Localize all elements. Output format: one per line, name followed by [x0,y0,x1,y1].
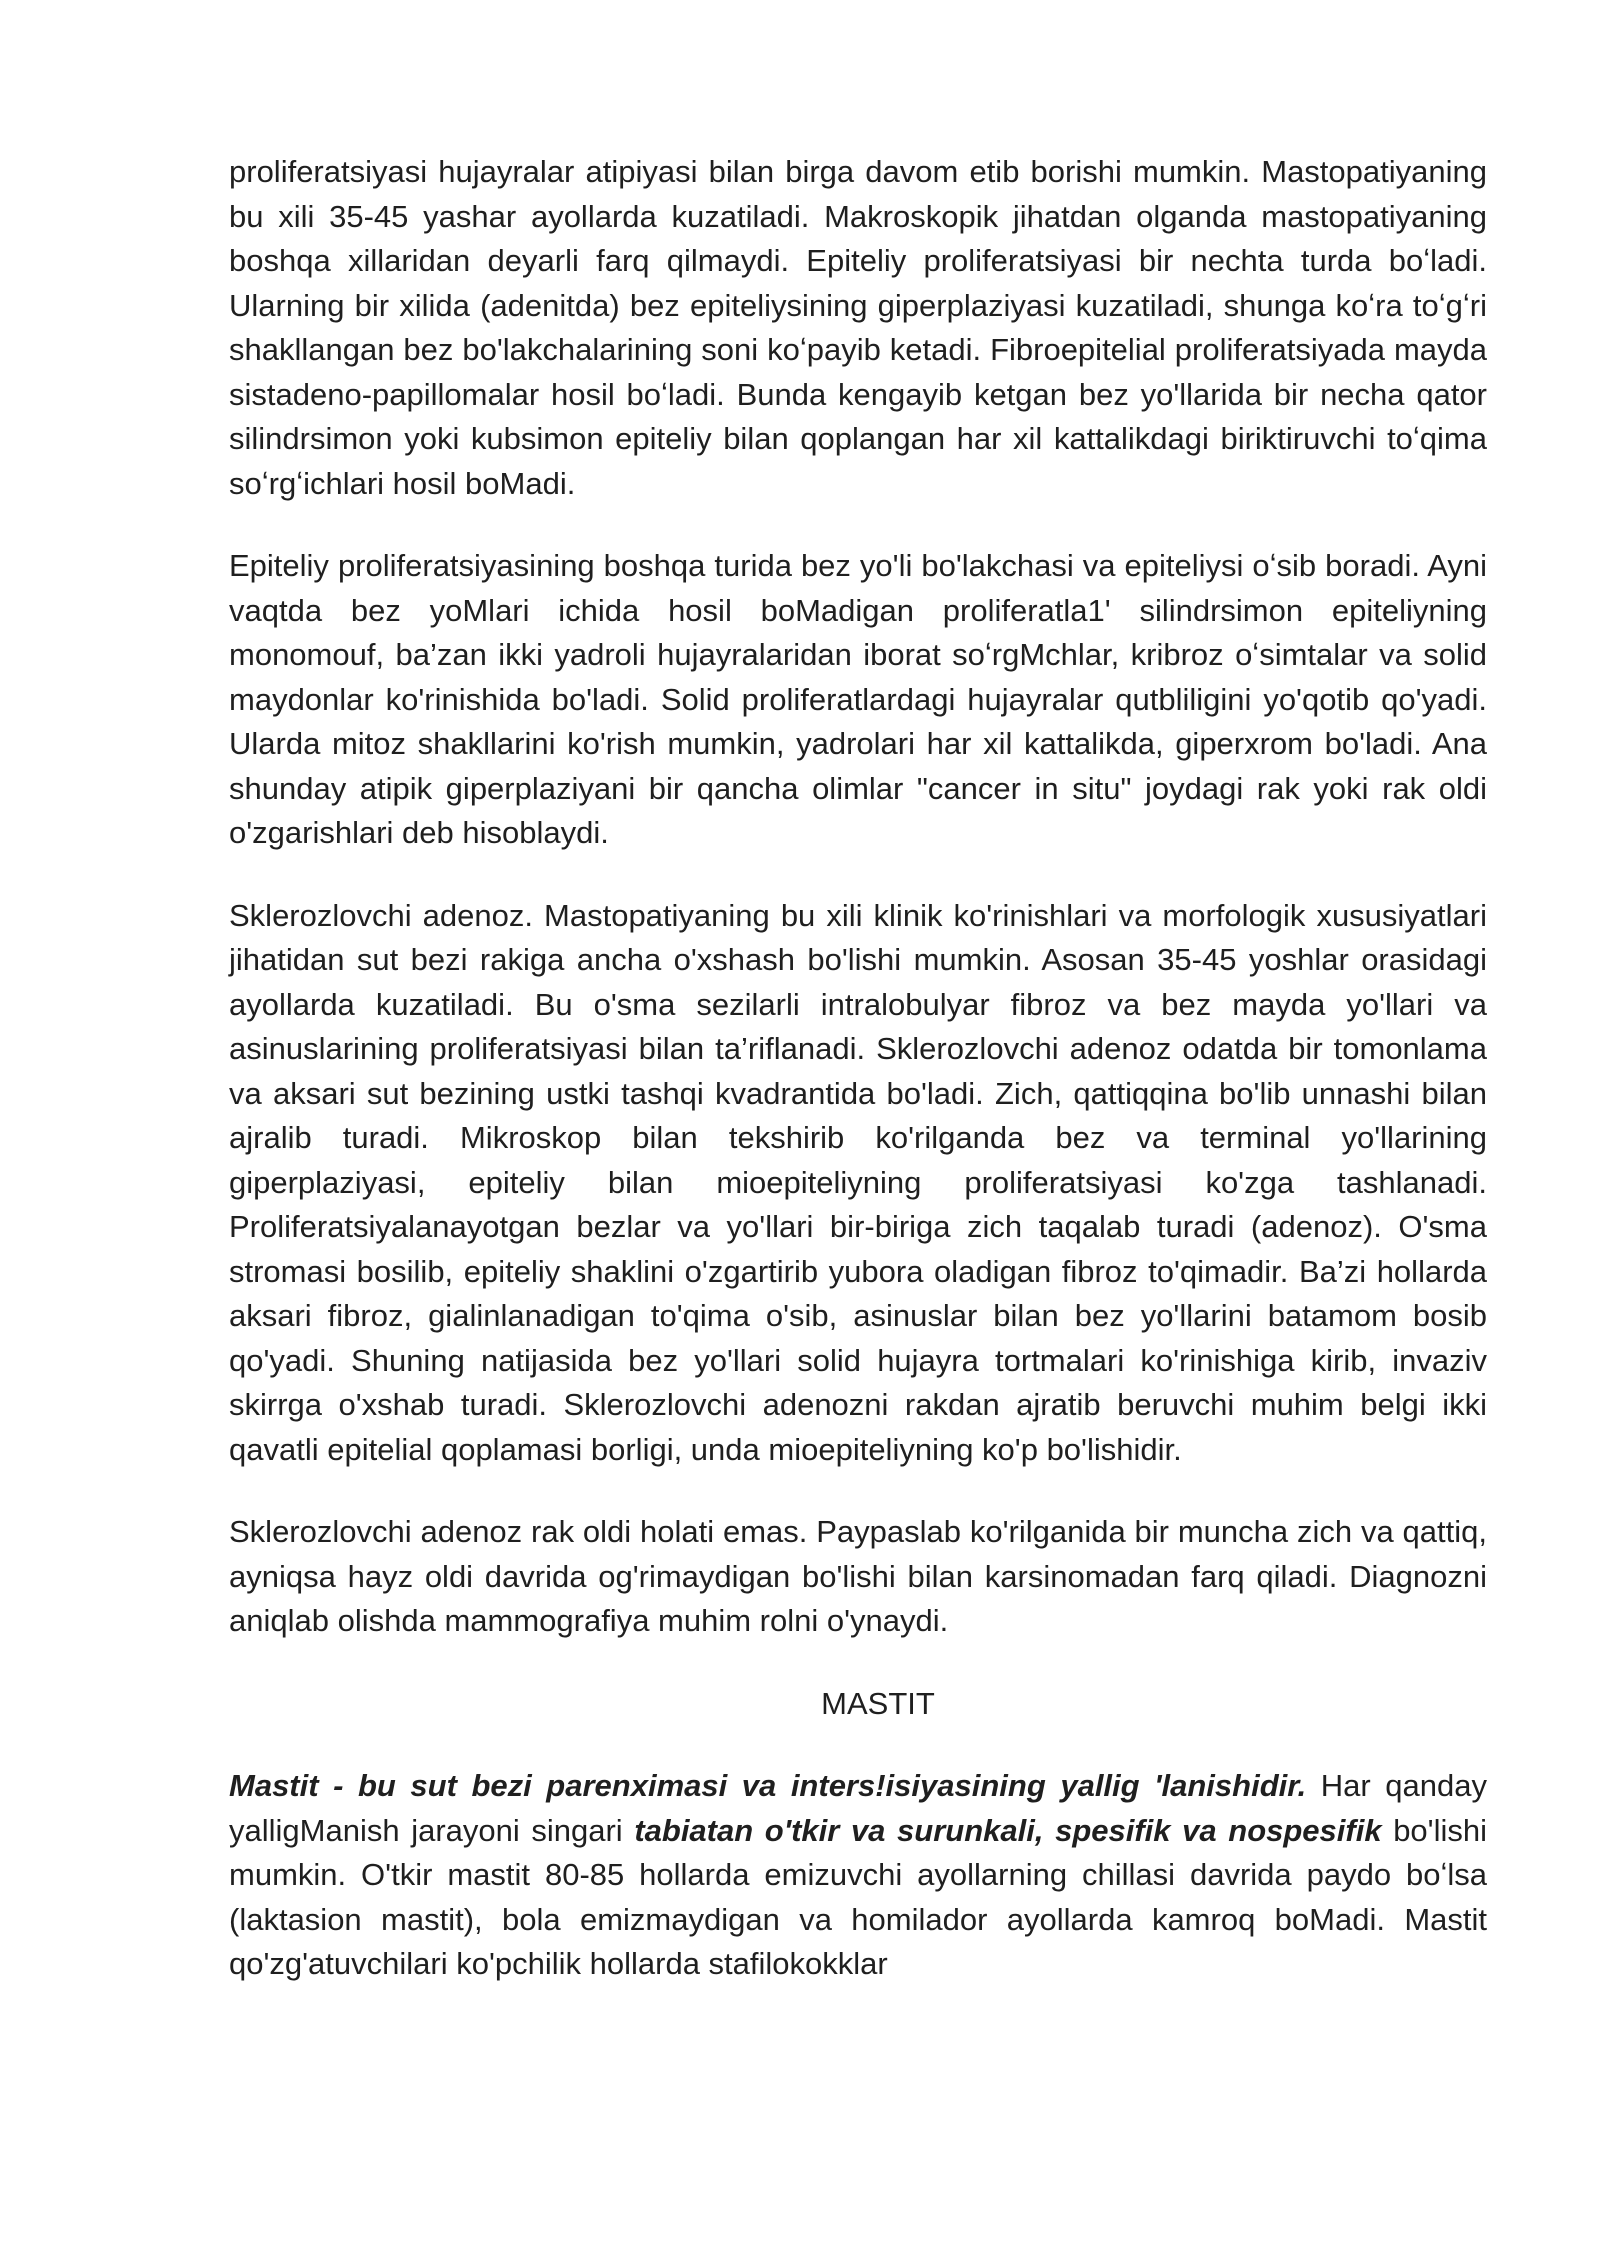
mastit-text-2: bo'lishi mumkin. O'tkir mastit 80-85 hollarda emizuvchi ayollarning chillasi davrida paydo boʻlsa (laktasion mastit), bola emizmaydigan va homilador ayollarda kamroq boMadi. Mastit qo'zg'atuvchilari ko'pchilik hollarda stafilokokklar [229,1812,1487,1981]
paragraph-mastit-definition [229,1764,1487,1987]
paragraph-proliferation-types: Epiteliy proliferatsiyasining boshqa turida bez yo'li bo'lakchasi va epiteliysi oʻsib boradi. Ayni vaqtda bez yoMlari ichida hosil boMadigan proliferatla1' silindrsimon epiteliyning monomouf, ba’zan ikki yadroli hujayralaridan iborat soʻrgMchlar, kribroz oʻsimtalar va solid maydonlar ko'rinishida bo'ladi. Solid proliferatlardagi hujayralar qutbliligini yo'qotib qo'yadi. Ularda mitoz shakllarini ko'rish mumkin, yadrolari har xil kattalikda, giperxrom bo'ladi. Ana shunday atipik giperplaziyani bir qancha olimlar "cancer in situ" joydagi rak yoki rak oldi o'zgarishlari deb hisoblaydi. [229,548,1487,850]
mastit-text-1: Har qanday yalligManish jarayoni singari [229,1768,1487,1848]
paragraph-sclerosing-adenosis: Sklerozlovchi adenoz. Mastopatiyaning bu xili klinik ko'rinishlari va morfologik xususiyatlari jihatidan sut bezi rakiga ancha o'xshash bo'lishi mumkin. Asosan 35-45 yoshlar orasidagi ayollarda kuzatiladi. Bu o'sma sezilarli intralobulyar fibroz va bez mayda yo'llari va asinuslarining proliferatsiyasi bilan ta’riflanadi. Sklerozlovchi adenoz odatda bir tomonlama va aksari sut bezining ustki tashqi kvadrantida bo'ladi. Zich, qattiqqina bo'lib unnashi bilan ajralib turadi. Mikroskop bilan tekshirib ko'rilganda bez va terminal yo'llarining giperplaziyasi, epiteliy bilan mioepiteliyning proliferatsiyasi ko'zga tashlanadi. Proliferatsiyalanayotgan bezlar va yo'llari bir-biriga zich taqalab turadi (adenoz). O'sma stromasi bosilib, epiteliy shaklini o'zgartirib yubora oladigan fibroz to'qimadir. Ba’zi hollarda aksari fibroz, gialinlanadigan to'qima o'sib, asinuslar bilan bez yo'llarini batamom bosib qo'yadi. Shuning natijasida bez yo'llari solid hujayra tortmalari ko'rinishiga kirib, invaziv skirrga o'xshab turadi. Sklerozlovchi adenozni rakdan ajratib beruvchi muhim belgi ikki qavatli epitelial qoplamasi borligi, unda mioepiteliyning ko'p bo'lishidir. [229,897,1487,1467]
mastit-types-bold: tabiatan o'tkir va surunkali, spesifik va nospesifik [634,1812,1382,1848]
mastit-definition-bold: Mastit - bu sut bezi parenximasi va inters!isiyasining yallig 'lanishidir. [229,1768,1307,1803]
paragraph-epithelial-proliferation: proliferatsiyasi hujayralar atipiyasi bilan birga davom etib borishi mumkin. Mastopatiyaning bu xili 35-45 yashar ayollarda kuzatiladi. Makroskopik jihatdan olganda mastopatiyaning boshqa xillaridan deyarli farq qilmaydi. Epiteliy proliferatsiyasi bir nechta turda boʻladi. Ularning bir xilida (adenitda) bez epiteliysining giperplaziyasi kuzatiladi, shunga koʻra toʻgʻri shakllangan bez bo'lakchalarining soni koʻpayib ketadi. Fibroepitelial proliferatsiyada mayda sistadeno-papillomalar hosil boʻladi. Bunda kengayib ketgan bez yo'llarida bir necha qator silindrsimon yoki kubsimon epiteliy bilan qoplangan har xil kattalikdagi biriktiruvchi toʻqima soʻrgʻichlari hosil boMadi. [229,154,1487,501]
section-heading-mastit: MASTIT [821,1685,935,1721]
document-body [229,150,1487,2025]
paragraph-adenosis-diagnosis: Sklerozlovchi adenoz rak oldi holati emas. Paypaslab ko'rilganida bir muncha zich va qattiq, ayniqsa hayz oldi davrida og'rimaydigan bo'lishi bilan karsinomadan farq qiladi. Diagnozni aniqlab olishda mammografiya muhim rolni o'ynaydi. [229,1514,1487,1638]
